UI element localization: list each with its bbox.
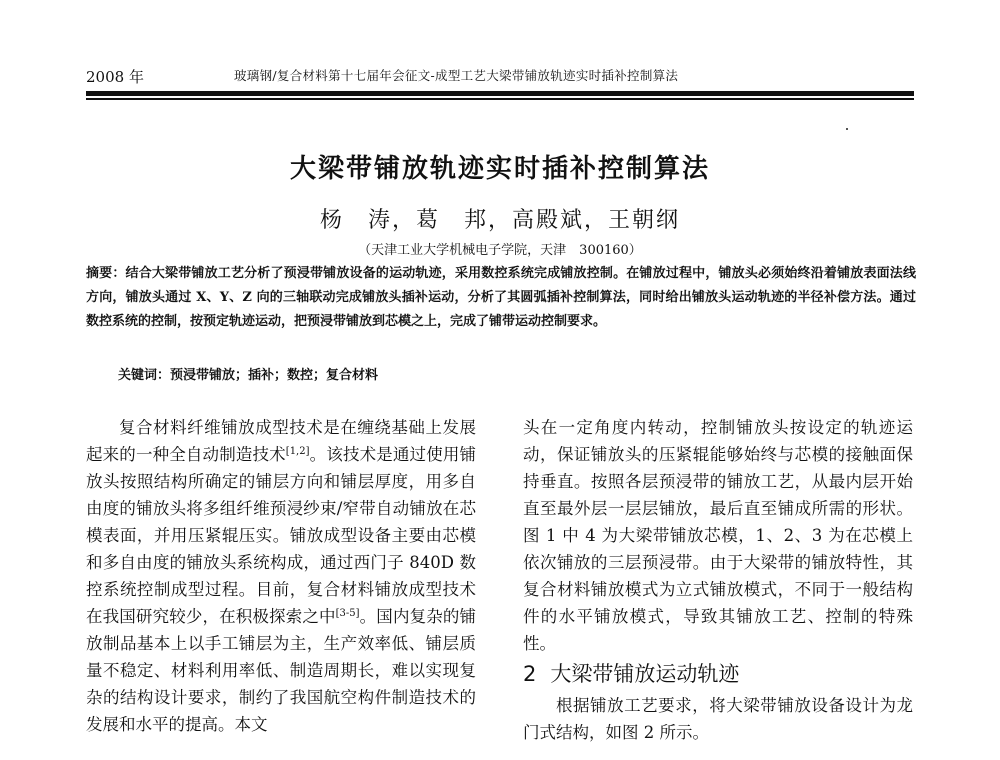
header-rule-thin bbox=[86, 98, 914, 100]
running-header bbox=[86, 66, 914, 88]
header-rule-thick bbox=[86, 91, 914, 96]
abstract-label: 摘要： bbox=[86, 266, 126, 281]
intro-text-2: 。该技术是通过使用铺放头按照结构所确定的铺层方向和铺层厚度，用多自由度的铺放头将多组纤维预浸纱束/窄带自动铺放在芯模表面，并用压紧辊压实。铺放成型设备主要由芯模和多自由度的铺放头系统构成，通过西门子 840D 数控系统控制成型过程。目前，复合材料铺放成型技术在我国研究较少，在积极探索之中 bbox=[86, 445, 477, 626]
right-column bbox=[523, 414, 913, 746]
citation-1: [1,2] bbox=[285, 446, 310, 457]
intro-text-3: 。国内复杂的铺放制品基本上以手工铺层为主，生产效率低、铺层质量不稳定、材料利用率低、制造周期长，难以实现复杂的结构设计要求，制约了我国航空构件制造技术的发展和水平的提高。本文 bbox=[86, 607, 476, 734]
left-column bbox=[86, 414, 476, 738]
intro-text-1: 复合材料纤维铺放成型技术是在缠绕基础上发展起来的一种全自动制造技术 bbox=[86, 418, 476, 464]
intro-paragraph bbox=[86, 414, 476, 738]
abstract bbox=[86, 262, 916, 334]
header-year: 2008 年 bbox=[86, 68, 144, 86]
section-2-heading bbox=[523, 659, 913, 689]
section-title: 大梁带铺放运动轨迹 bbox=[550, 662, 740, 686]
section-number: 2 bbox=[523, 662, 537, 686]
section-2-paragraph: 根据铺放工艺要求，将大梁带铺放设备设计为龙门式结构，如图 2 所示。 bbox=[523, 696, 913, 742]
continued-paragraph: 头在一定角度内转动，控制铺放头按设定的轨迹运动，保证铺放头的压紧辊能够始终与芯模的接触面保持垂直。按照各层预浸带的铺放工艺，从最内层开始直至最外层一层层铺放，最后直至铺成所需的形状。图 1 中 4 为大梁带铺放芯模，1、2、3 为在芯模上依次铺放的三层预浸带。由于大梁带的铺放特性，其复合材料铺放模式为立式铺放模式，不同于一般结构件的水平铺放模式，导致其铺放工艺、控制的特殊性。 bbox=[523, 418, 913, 653]
header-journal: 玻璃钢/复合材料第十七届年会征文-成型工艺大梁带铺放轨迹实时插补控制算法 bbox=[234, 68, 679, 83]
abstract-text: 结合大梁带铺放工艺分析了预浸带铺放设备的运动轨迹，采用数控系统完成铺放控制。在铺放过程中，铺放头必须始终沿着铺放表面法线方向，铺放头通过 X、Y、Z 向的三轴联动完成铺放头插补运动，分析了其圆弧插补控制算法，同时给出铺放头运动轨迹的半径补偿方法。通过数控系统的控制，按预定轨迹运动，把预浸带铺放到芯模之上，完成了铺带运动控制要求。 bbox=[86, 266, 916, 329]
scan-speck bbox=[846, 128, 848, 130]
keywords-label: 关键词： bbox=[118, 368, 171, 383]
citation-2: [3-5] bbox=[335, 608, 360, 619]
article-authors: 杨 涛，葛 邦，高殿斌，王朝纲 bbox=[319, 208, 680, 233]
keywords-text: 预浸带铺放；插补；数控；复合材料 bbox=[170, 368, 379, 383]
article-title: 大梁带铺放轨迹实时插补控制算法 bbox=[289, 154, 710, 184]
keywords bbox=[118, 364, 378, 383]
article-affiliation: （天津工业大学机械电子学院，天津 300160） bbox=[358, 243, 642, 258]
